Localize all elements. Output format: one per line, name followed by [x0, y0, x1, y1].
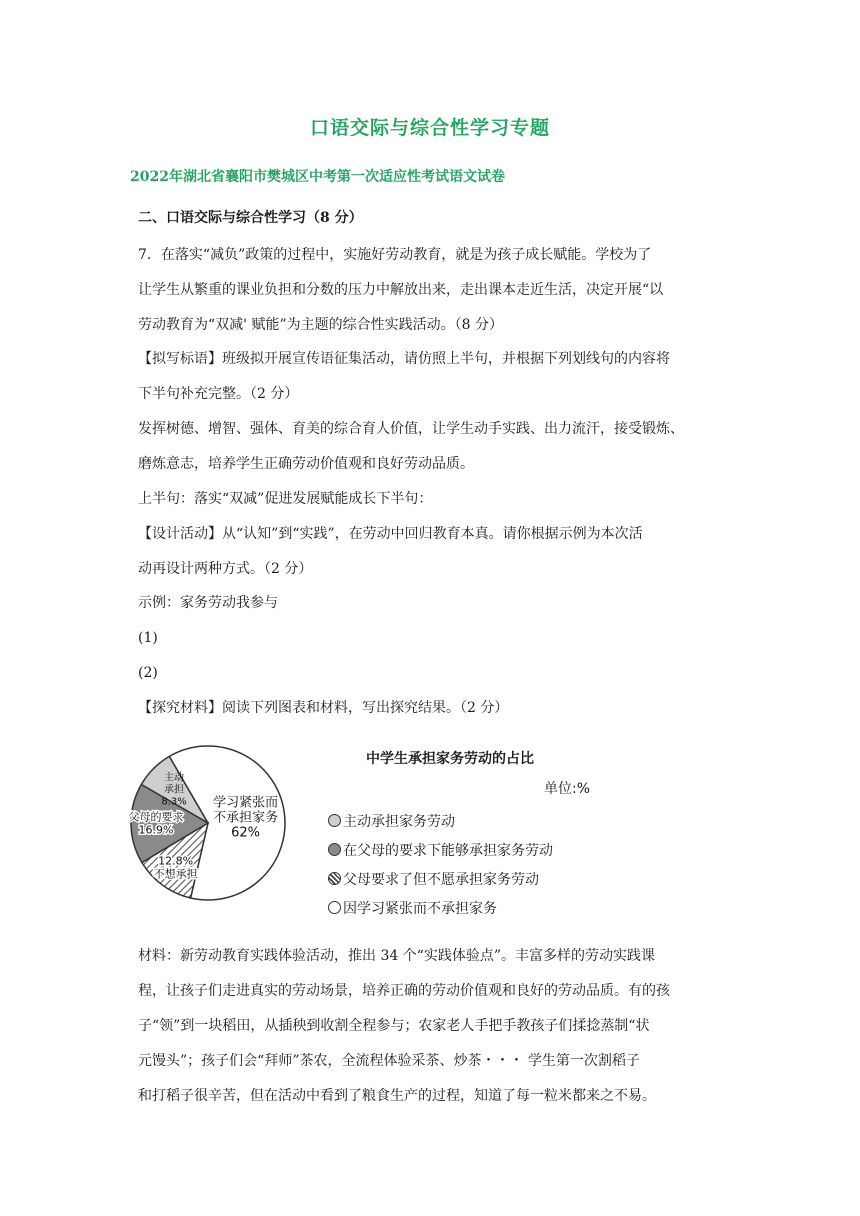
legend-item: [328, 864, 553, 893]
chart-unit: 单位:%: [544, 781, 591, 797]
task-explore: 【探究材料】阅读下列图表和材料，写出探究结果。（2 分）: [138, 700, 509, 716]
legend-label: 因学习紧张而不承担家务: [343, 900, 497, 917]
pie-chart: [128, 738, 303, 908]
text-line: 【设计活动】从“认知”到“实践”，在劳动中回归教育本真。请你根据示例为本次活: [138, 526, 643, 542]
text-line: 元馒头”；孩子们会“拜师”茶农，全流程体验采茶、炒茶・・・ 学生第一次割稻子: [138, 1053, 640, 1069]
text-line: 材料：新劳动教育实践体验活动，推出 34 个“实践体验点”。丰富多样的劳动实践课: [138, 948, 656, 964]
legend-label: 在父母的要求下能够承担家务劳动: [343, 842, 553, 859]
text-line: 【拟写标语】班级拟开展宣传语征集活动，请仿照上半句，并根据下列划线句的内容将: [138, 351, 670, 367]
section-heading: 二、口语交际与综合性学习（8 分）: [138, 210, 363, 226]
text-line: 7．在落实“减负”政策的过程中，实施好劳动教育，就是为孩子成长赋能。学校为了: [138, 247, 652, 263]
pie-label-line: 父母的要求: [128, 810, 184, 824]
text-line: 和打稻子很辛苦，但在活动中看到了粮食生产的过程，知道了每一粒米都来之不易。: [138, 1088, 656, 1104]
page-title: 口语交际与综合性学习专题: [309, 117, 550, 139]
text-line: 上半句：落实“双减”促进发展赋能成长下半句：: [138, 491, 433, 507]
text-line: 发挥树德、增智、强体、育美的综合育人价值，让学生动手实践、出力流汗，接受锻炼、: [138, 421, 684, 437]
pie-label-line: 8.3%: [161, 796, 187, 808]
text-line: 让学生从繁重的课业负担和分数的压力中解放出来，走出课本走近生活，决定开展“以: [138, 282, 664, 298]
text-line: 子“领”到一块稻田，从插秧到收割全程参与；农家老人手把手教孩子们揉捻蒸制“状: [138, 1018, 650, 1034]
pie-label-line: 16.9%: [138, 823, 174, 837]
pie-label-line: 不承担家务: [213, 810, 279, 826]
pie-label-unwilling: [154, 855, 198, 881]
legend-label: 主动承担家务劳动: [343, 813, 455, 830]
text-line: 下半句补充完整。（2 分）: [138, 386, 299, 402]
legend-label: 父母要求了但不愿承担家务劳动: [343, 871, 539, 888]
text-line: 劳动教育为“双减' 赋能”为主题的综合性实践活动。（8 分）: [138, 317, 503, 333]
pie-label-line: 承担: [164, 784, 185, 796]
question-intro: [138, 238, 722, 343]
answer-blank-2: (2): [138, 665, 158, 681]
text-line: 动再设计两种方式。（2 分）: [138, 561, 313, 577]
slogan-material: [138, 412, 722, 482]
task-design: [138, 517, 722, 587]
reading-material: [138, 939, 722, 1114]
text-line: 示例：家务劳动我参与: [138, 595, 278, 611]
pie-label-line: 12.8%: [158, 854, 194, 868]
legend-item: [328, 806, 553, 835]
legend-swatch: [328, 814, 341, 827]
pie-label-line: 学习紧张而: [213, 795, 279, 811]
pie-label-active: [161, 770, 186, 807]
legend-item: [328, 893, 553, 922]
chart-title: 中学生承担家务劳动的占比: [366, 751, 534, 767]
legend-swatch: [328, 872, 341, 885]
exam-subtitle: 2022年湖北省襄阳市樊城区中考第一次适应性考试语文试卷: [130, 169, 505, 185]
pie-label-line: 62%: [231, 825, 261, 841]
legend-swatch: [328, 843, 341, 856]
design-example: [138, 586, 722, 726]
pie-label-line: 主动: [164, 772, 185, 784]
text-line: 程，让孩子们走进真实的劳动场景，培养正确的劳动价值观和良好的劳动品质。有的孩: [138, 983, 670, 999]
answer-blank-1: (1): [138, 630, 158, 646]
legend-item: [328, 835, 553, 864]
pie-chart-figure: [128, 738, 598, 917]
pie-label-line: 不想承担: [153, 867, 198, 881]
legend-swatch: [328, 901, 341, 914]
task-slogan: [138, 342, 722, 412]
text-line: 磨炼意志，培养学生正确劳动价值观和良好劳动品质。: [138, 456, 474, 472]
chart-legend: [328, 806, 553, 922]
slogan-prompt: [138, 482, 722, 517]
